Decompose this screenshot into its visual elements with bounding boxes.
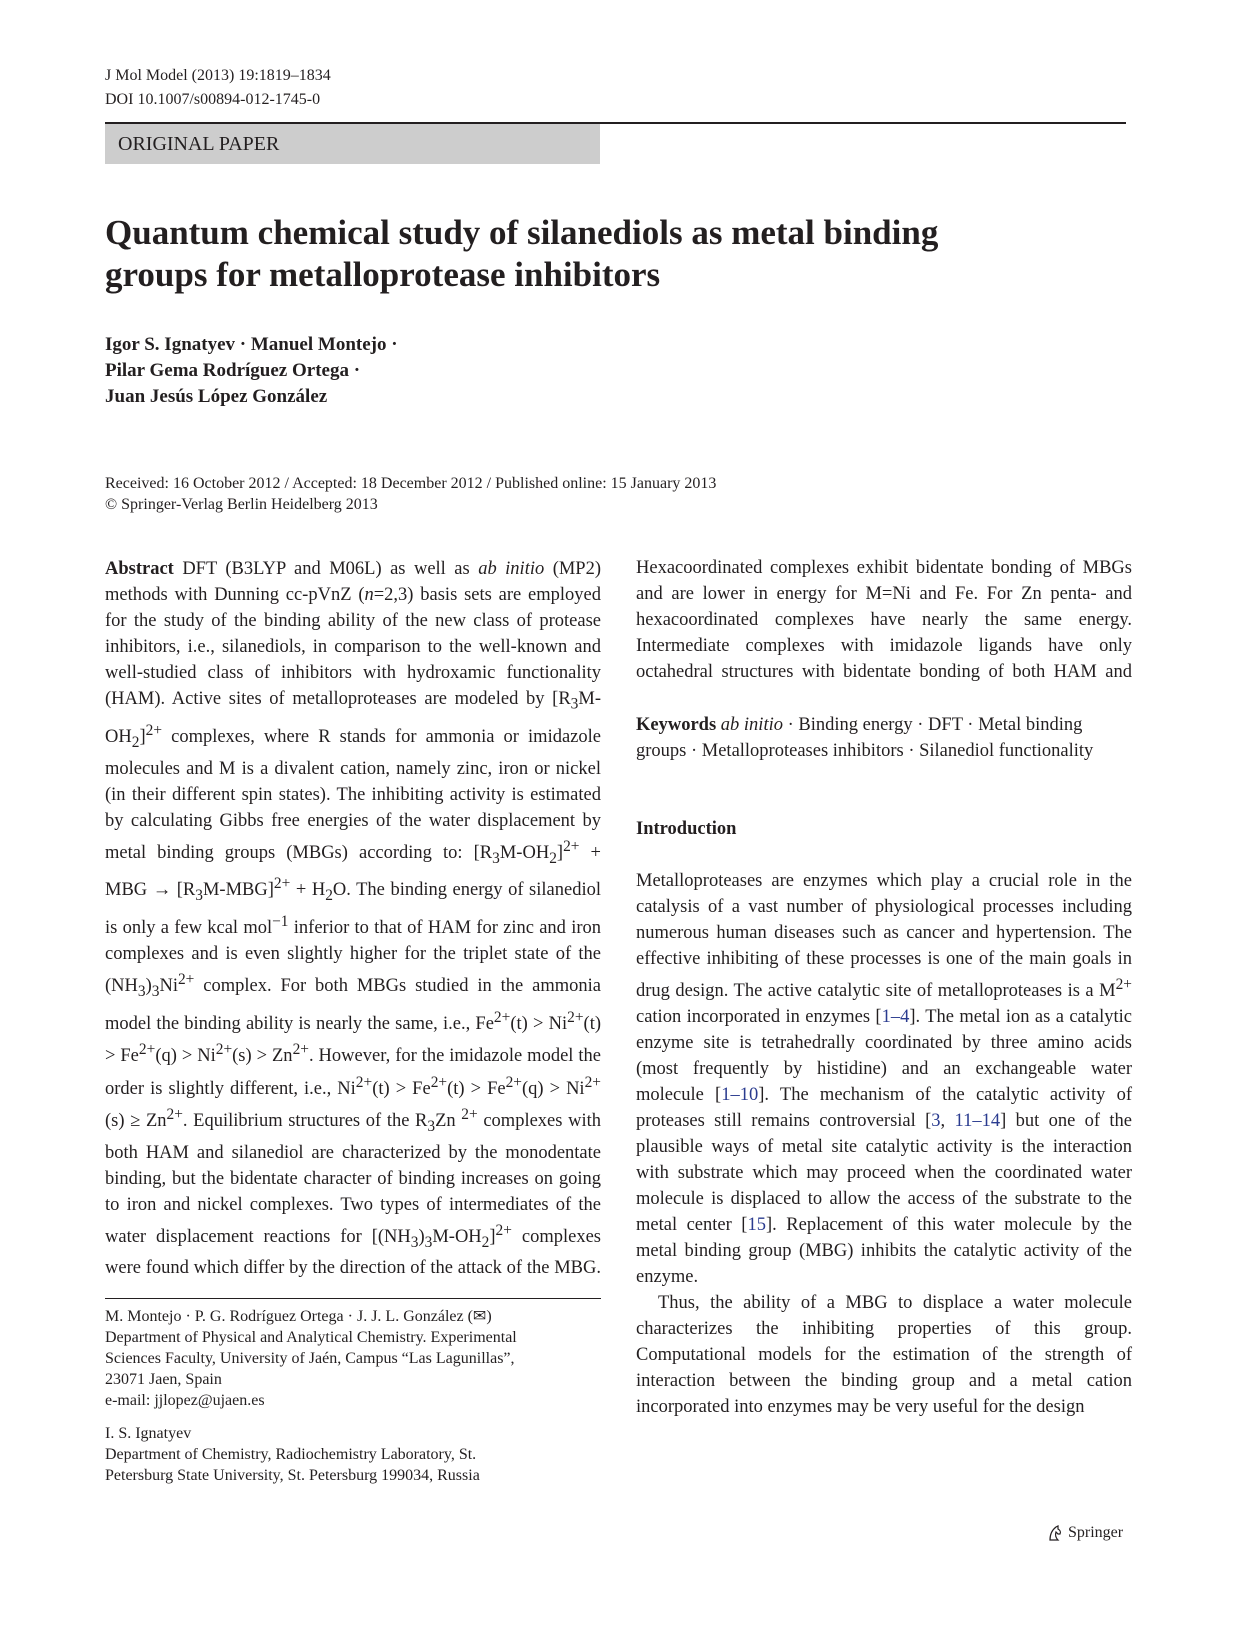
copyright-line: © Springer-Verlag Berlin Heidelberg 2013 — [105, 496, 378, 513]
introduction-paragraph: Metalloproteases are enzymes which play a crucial role in the catalysis of a vast number of physiological processes including numerous human diseases such as cancer and hypertension. The effective inhibiting of these processes is one of the main goals in drug design. The active catalytic site of metalloproteases is a $M^{2+}$ cation incorporated in enzymes [1–4]. The metal ion as a catalytic enzyme site is tetrahedrally coordinated by three amino acids (most frequently by histidine) and an exchangeable water molecule [1–10]. The mechanism of the catalytic activity of proteases still remains controversial [3, 11–14] but one of the plausible ways of metal site catalytic activity is the interaction with substrate which may proceed when the coordinated water molecule is displaced to allow the access of the substrate to the metal center [15]. Replacement of this water molecule by the metal binding group (MBG) inhibits the catalytic activity of the enzyme. — [636, 871, 1133, 1288]
introduction-paragraph: Thus, the ability of a MBG to displace a water molecule characterizes the inhibiting properties of this group. Computational models for the estimation of the strength of interaction between the binding group and a metal cation incorporated into enzymes may be very useful for the design — [636, 1293, 1132, 1418]
keywords-rest: · Binding energy · DFT · Metal binding groups · Metalloproteases inhibitors · Silanediol functionality — [636, 715, 1094, 761]
right-column — [636, 556, 1132, 1420]
citation-link[interactable]: 11–14 — [954, 1111, 1001, 1132]
doi: DOI 10.1007/s00894-012-1745-0 — [105, 91, 321, 108]
author-list — [105, 332, 398, 410]
abstract-continuation-window — [636, 556, 1132, 686]
affiliation-1: M. Montejo · P. G. Rodríguez Ortega · J. J. L. González (✉) Department of Physical and Analytical Chemistry. Experimental Sciences Faculty, University of Jaén, Campus “Las Lagunillas”, 23071 Jaen, Spain e-mail: jjlopez@ujaen.es — [105, 1308, 517, 1409]
publisher-name: Springer — [1068, 1524, 1124, 1541]
springer-horse-icon — [1046, 1524, 1064, 1542]
paper-title: Quantum chemical study of silanediols as metal binding groups for metalloprotease inhibitors — [105, 213, 939, 294]
abstract: Abstract DFT (B3LYP and M06L) as well as ab initio (MP2) methods with Dunning cc-pVnZ (n=2,3) basis sets are employed for the study of the binding ability of the new class of protease inhibitors, i.e., silanediols, in comparison to the well-known and well-studied class of inhibitors with hydroxamic functionality (HAM). Active sites of metalloproteases are modeled by $[R_3M-OH_2]^{2+}$ complexes, where R stands for ammonia or imidazole molecules and M is a divalent cation, namely zinc, iron or nickel (in their different spin states). The inhibiting activity is estimated by calculating Gibbs free energies of the water displacement by metal binding groups (MBGs) according to: $[R_3M-OH_2]^{2+}$ + MBG → $[R_3M-MBG]^{2+} + H_2O$. The binding energy of silanediol is only a few kcal mol$^{-1}$ inferior to that of HAM for zinc and iron complexes and is even slightly higher for the triplet state of the $(NH_3)_3Ni^{2+}$ complex. For both MBGs studied in the ammonia model the binding ability is nearly the same, i.e., $Fe^{2+}(t) > Ni^{2+}(t) > Fe^{2+}(q) > Ni^{2+}(s) > Zn^{2+}$. However, for the imidazole model the order is slightly different, i.e., $Ni^{2+}(t) > Fe^{2+}(t) > Fe^{2+}(q) > Ni^{2+}(s) \ge Zn^{2+}$. Equilibrium structures of the $R_3Zn$ $^{2+}$ complexes with both HAM and silanediol are characterized by the monodentate binding, but the bidentate character of binding increases on going to iron and nickel complexes. Two types of intermediates of the water displacement reactions for $[(NH_3)_3M-OH_2]^{2+}$ complexes were found which differ by the direction of the attack of the MBG. — [105, 559, 601, 1279]
citation-link[interactable]: 15 — [747, 1215, 766, 1236]
journal-header — [105, 64, 331, 112]
keyword-italic: ab initio — [720, 715, 783, 735]
envelope-icon: ✉ — [472, 1308, 487, 1325]
left-column — [105, 556, 601, 1282]
author-line: Pilar Gema Rodríguez Ortega · — [105, 360, 361, 381]
article-type-banner: ORIGINAL PAPER — [105, 124, 600, 164]
history-line: Received: 16 October 2012 / Accepted: 18 December 2012 / Published online: 15 January 2013 — [105, 475, 717, 492]
author-line: Juan Jesús López González — [105, 386, 328, 407]
publication-dates — [105, 473, 716, 515]
citation-link[interactable]: 1–10 — [721, 1085, 759, 1106]
footnote-rule — [105, 1298, 601, 1299]
citation-link[interactable]: 3 — [931, 1111, 941, 1132]
keywords — [636, 712, 1132, 764]
author-line: Igor S. Ignatyev · Manuel Montejo · — [105, 334, 398, 355]
email[interactable]: e-mail: jjlopez@ujaen.es — [105, 1392, 265, 1409]
affiliation-2: I. S. Ignatyev Department of Chemistry, Radiochemistry Laboratory, St. Petersburg State University, St. Petersburg 199034, Russia — [105, 1425, 480, 1484]
journal-citation: J Mol Model (2013) 19:1819–1834 — [105, 67, 331, 84]
publisher-logo — [1046, 1522, 1123, 1544]
abstract-continuation: Hexacoordinated complexes exhibit bidentate bonding of MBGs and are lower in energy for M=Ni and Fe. For Zn penta- and hexacoordinated complexes have nearly the same energy. Intermediate complexes with imidazole ligands have only octahedral structures with bidentate bonding of both HAM and — [636, 558, 1132, 683]
keywords-label: Keywords — [636, 715, 717, 735]
section-heading-introduction: Introduction — [636, 819, 737, 839]
citation-link[interactable]: 1–4 — [881, 1007, 910, 1028]
